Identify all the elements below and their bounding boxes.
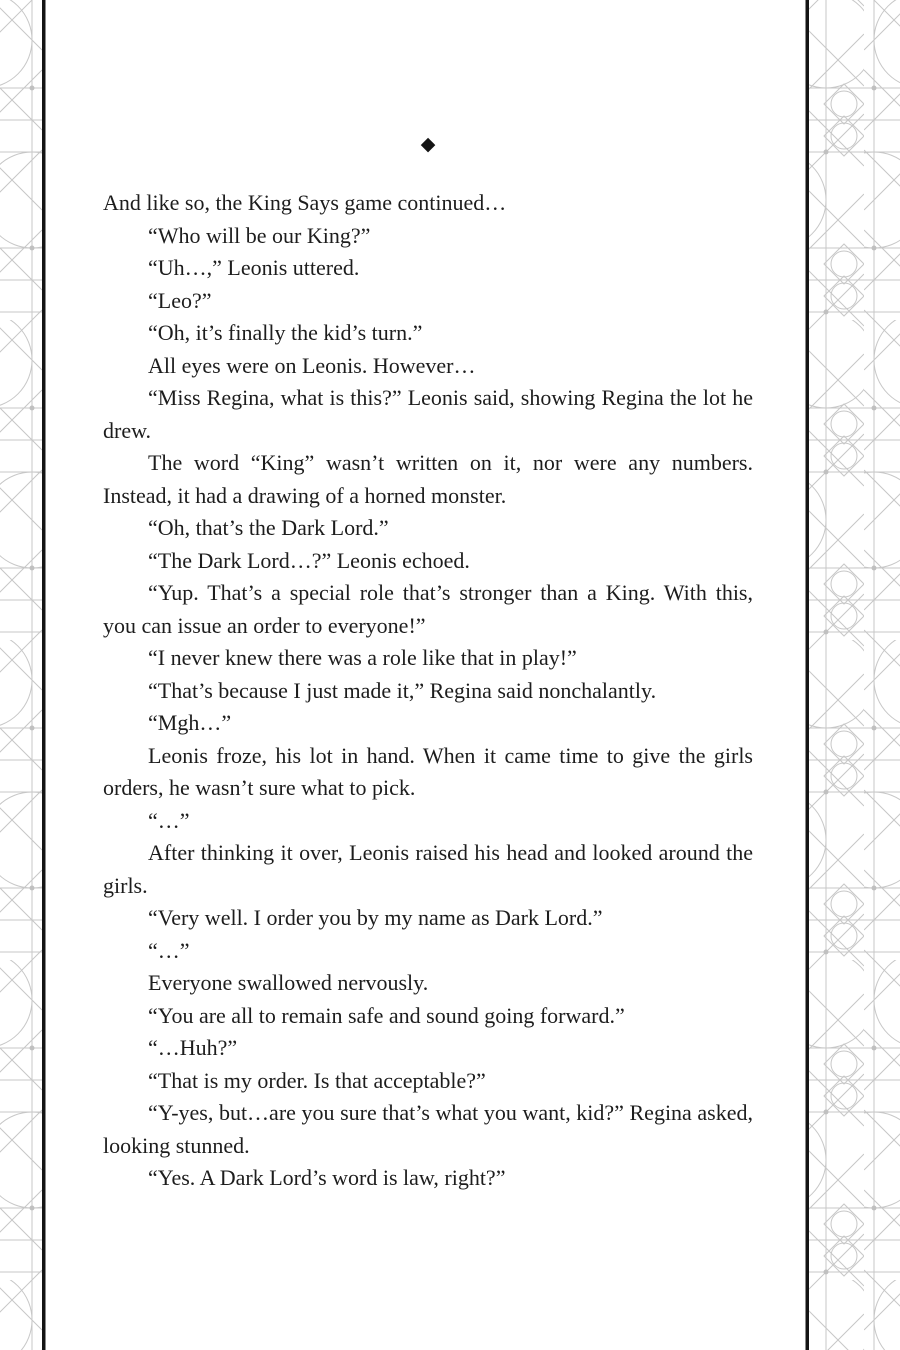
paragraph: “Yes. A Dark Lord’s word is law, right?” — [148, 1165, 506, 1190]
paragraph: “Y-yes, but…are you sure that’s what you want, kid?” Regina asked, looking stunned. — [103, 1100, 753, 1158]
paragraph: All eyes were on Leonis. However… — [148, 352, 476, 378]
paragraph: “Uh…,” Leonis uttered. — [148, 255, 360, 280]
paragraph: Everyone swallowed nervously. — [148, 970, 429, 995]
paragraph: The word “King” wasn’t written on it, nor were any numbers. Instead, it had a drawing of a horned monster. — [103, 450, 753, 508]
paragraph: “That is my order. Is that acceptable?” — [148, 1067, 486, 1093]
paragraph: “That’s because I just made it,” Regina said nonchalantly. — [148, 677, 657, 703]
paragraph: “Miss Regina, what is this?” Leonis said, showing Regina the lot he drew. — [103, 385, 753, 443]
body-text — [103, 187, 753, 1195]
paragraph: And like so, the King Says game continued… — [103, 190, 507, 215]
paragraph: “Mgh…” — [148, 710, 232, 735]
paragraph: “Who will be our King?” — [148, 222, 371, 248]
left-border-strip — [0, 0, 42, 1350]
paragraph: “Leo?” — [148, 287, 212, 313]
paragraph: “…” — [148, 937, 190, 963]
paragraph: “You are all to remain safe and sound going forward.” — [148, 1002, 625, 1028]
paragraph: “Oh, that’s the Dark Lord.” — [148, 515, 389, 540]
paragraph: “Yup. That’s a special role that’s stronger than a King. With this, you can issue an order to everyone!” — [103, 580, 753, 638]
paragraph: “I never knew there was a role like that in play!” — [148, 645, 577, 670]
right-border-strip — [809, 0, 900, 1350]
right-border-rule — [806, 0, 810, 1350]
text-column — [103, 134, 753, 1195]
section-break-diamond-icon: ◆ — [420, 133, 436, 155]
paragraph: “…Huh?” — [148, 1035, 238, 1060]
paragraph: After thinking it over, Leonis raised his head and looked around the girls. — [103, 840, 753, 898]
paragraph: “…” — [148, 807, 190, 833]
left-border-rule — [42, 0, 46, 1350]
paragraph: “Oh, it’s finally the kid’s turn.” — [148, 320, 423, 345]
paragraph: Leonis froze, his lot in hand. When it came time to give the girls orders, he wasn’t sure what to pick. — [103, 742, 753, 800]
paragraph: “Very well. I order you by my name as Dark Lord.” — [148, 905, 603, 930]
paragraph: “The Dark Lord…?” Leonis echoed. — [148, 547, 470, 573]
